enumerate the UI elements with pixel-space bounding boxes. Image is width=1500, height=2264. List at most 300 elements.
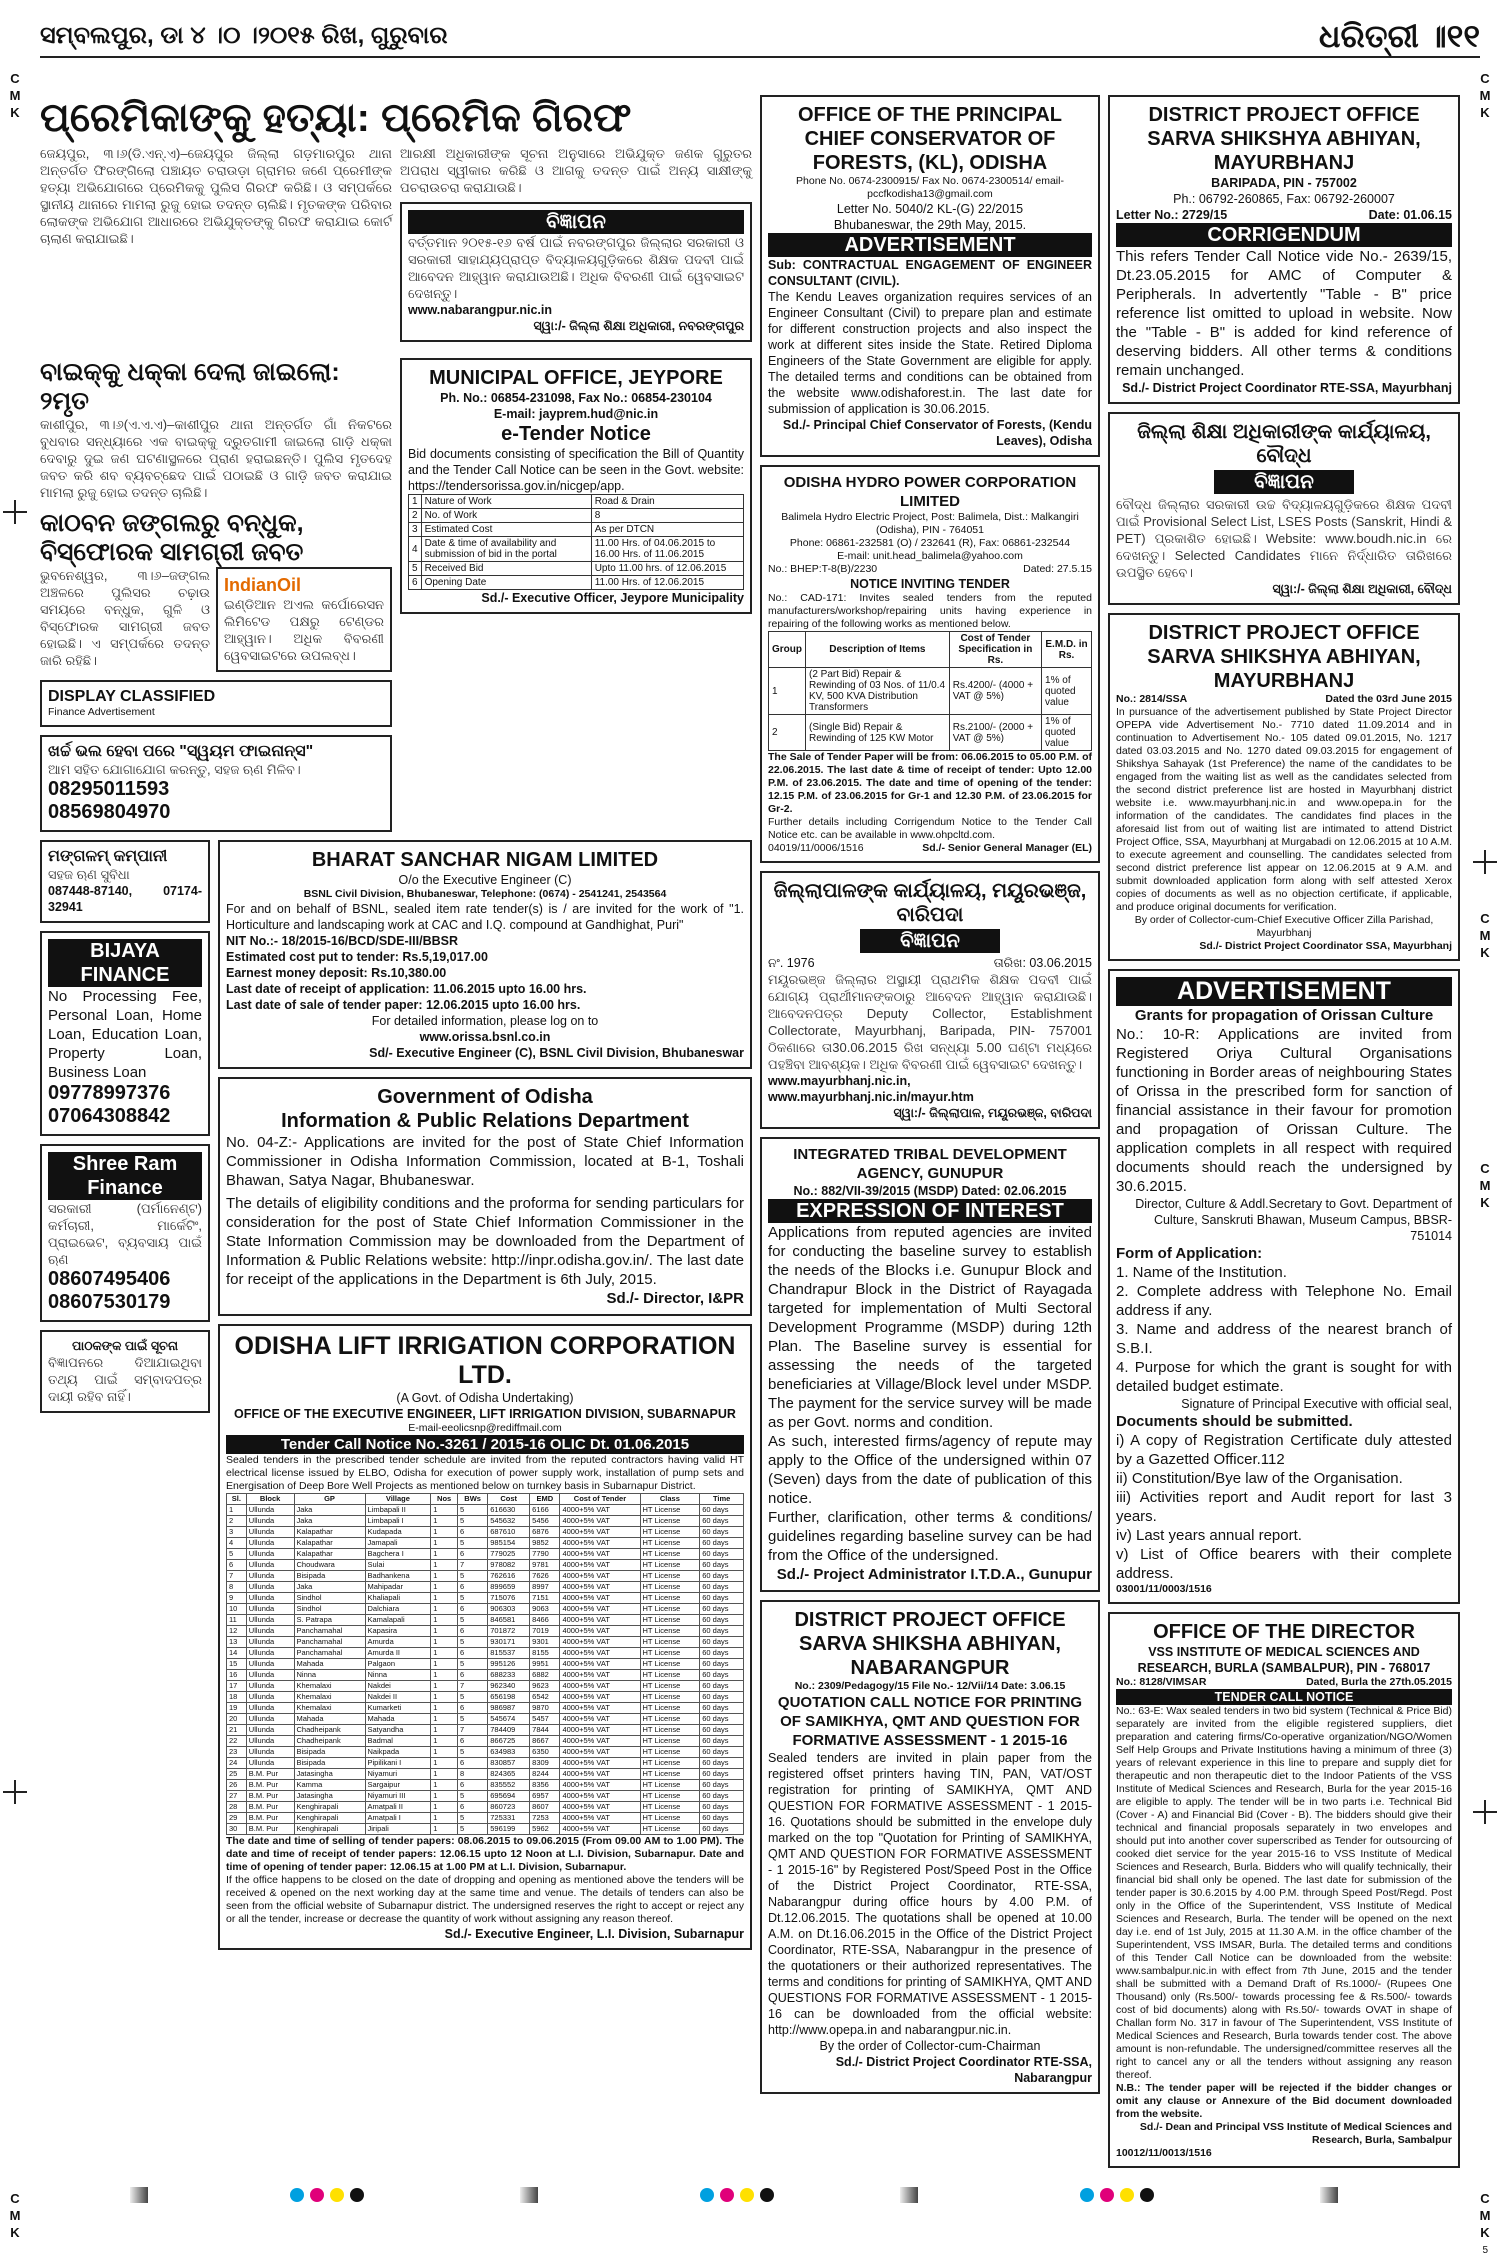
signature: ସ୍ୱା:/- ଜିଲ୍ଲା ଶିକ୍ଷା ଅଧିକାରୀ, ନବରଙ୍ଗପୁର: [533, 319, 744, 333]
phone-number[interactable]: 09778997376: [48, 1082, 171, 1104]
shreeram-ad: [40, 1144, 210, 1322]
ref-number: No.: BHEP:T-8(B)/2230: [768, 563, 878, 575]
phone-number[interactable]: 08295011593: [48, 778, 170, 800]
website[interactable]: www.nabarangpur.nic.in: [408, 303, 553, 317]
table-cell: 715076: [488, 1593, 530, 1604]
table-cell: 4000+5% VAT: [560, 1824, 640, 1835]
table-cell: 13: [227, 1637, 247, 1648]
table-cell: 14: [227, 1648, 247, 1659]
table-cell: Ullunda: [246, 1758, 294, 1769]
office-sub: O/o the Executive Engineer (C): [398, 873, 572, 887]
notice-title: ପାଠକଙ୍କ ପାଇଁ ସୂଚନା: [72, 1339, 178, 1353]
signature: Sd/- Executive Engineer (C), BSNL Civil Division, Bhubaneswar: [369, 1046, 744, 1060]
signature-line: Signature of Principal Executive with official seal,: [1181, 1397, 1452, 1411]
table-cell: 60 days: [700, 1637, 744, 1648]
table-cell: 60 days: [700, 1582, 744, 1593]
notice-body: No. 04-Z:- Applications are invited for the post of State Chief Information Commissioner in Odisha Information Commission, located at B-1, Toshali Bhawan, Satya Nagar, Bhubaneswar.: [226, 1134, 744, 1189]
registration-mark-icon: [3, 1780, 27, 1804]
doc-item: i) A copy of Registration Certificate duly attested by a Gazetted Officer.112: [1116, 1432, 1452, 1468]
table-row: [227, 1758, 744, 1769]
phone-number[interactable]: 08569804970: [48, 801, 171, 823]
ad-code: 03001/11/0003/1516: [1116, 1583, 1212, 1595]
table-cell: 762616: [488, 1571, 530, 1582]
email[interactable]: E-mail: jayprem.hud@nic.in: [493, 407, 659, 421]
table-cell: 824365: [488, 1769, 530, 1780]
table-cell: 1: [431, 1681, 458, 1692]
table-cell: 8997: [530, 1582, 560, 1593]
notice-title: NOTICE INVITING TENDER: [850, 577, 1010, 591]
office-title: DISTRICT PROJECT OFFICE: [794, 1609, 1066, 1631]
classified-title: DISPLAY CLASSIFIED: [48, 688, 216, 705]
table-cell: 1: [431, 1692, 458, 1703]
table-row: [227, 1516, 744, 1527]
cyan-swatch: [1080, 2188, 1094, 2202]
registration-mark-icon: [1473, 1800, 1497, 1824]
info-text: For detailed information, please log on to: [371, 1014, 599, 1028]
table-cell: 16: [227, 1670, 247, 1681]
table-cell: Bisipada: [294, 1747, 365, 1758]
table-cell: 4: [409, 537, 422, 562]
table-cell: 11: [227, 1615, 247, 1626]
table-cell: HT License: [640, 1516, 700, 1527]
table-cell: 22: [227, 1736, 247, 1747]
signature: Sd./- Director, I&PR: [606, 1290, 744, 1307]
nit-number: NIT No.:- 18/2015-16/BCD/SDE-III/BBSR: [226, 934, 458, 948]
table-cell: 4000+5% VAT: [560, 1780, 640, 1791]
table-cell: 6: [458, 1780, 488, 1791]
table-cell: HT License: [640, 1769, 700, 1780]
tender-dates: The Sale of Tender Paper will be from: 06.06.2015 to 05.00 P.M. of 22.06.2015. The last date & time of receipt of tender: Upto 12.00 P.M. of 23.06.2015. The date and time of opening of the tender: 12.15 P.M. of 23.06.2015 for Gr-1 and 12.30 P.M. of 23.06.2015 for Gr-2.: [768, 751, 1092, 815]
signature: ସ୍ୱା:/- ଜିଲ୍ଲାପାଳ, ମୟୂରଭଞ୍ଜ, ବାରିପଦା: [893, 1106, 1092, 1120]
table-cell: 4000+5% VAT: [560, 1505, 640, 1516]
yellow-swatch: [1120, 2188, 1134, 2202]
table-cell: 60 days: [700, 1505, 744, 1516]
table-cell: 4000+5% VAT: [560, 1692, 640, 1703]
sayam-ad: [40, 735, 392, 832]
table-cell: 545674: [488, 1714, 530, 1725]
phone-number[interactable]: 07064308842: [48, 1105, 171, 1127]
table-cell: 4000+5% VAT: [560, 1604, 640, 1615]
collector-notice: [760, 871, 1100, 1129]
last-date: Last date of receipt of application: 11.06.2015 upto 16.00 hrs.: [226, 982, 587, 996]
table-cell: 9301: [530, 1637, 560, 1648]
signature: Sd./- District Project Coordinator SSA, Mayurbhanj: [1199, 940, 1452, 952]
table-header-cell: Time: [700, 1494, 744, 1505]
table-cell: 5457: [530, 1714, 560, 1725]
table-cell: B.M. Pur: [246, 1791, 294, 1802]
table-cell: 18: [227, 1692, 247, 1703]
table-cell: 9623: [530, 1681, 560, 1692]
table-cell: 6: [458, 1703, 488, 1714]
table-cell: Ullunda: [246, 1692, 294, 1703]
table-cell: Ullunda: [246, 1725, 294, 1736]
black-swatch: [760, 2188, 774, 2202]
gray-swatch: [130, 2187, 148, 2203]
office-title: MUNICIPAL OFFICE, JEYPORE: [429, 367, 723, 389]
color-bar: [0, 2186, 1500, 2204]
yellow-swatch: [740, 2188, 754, 2202]
table-cell: 1: [431, 1527, 458, 1538]
table-cell: 60 days: [700, 1758, 744, 1769]
email[interactable]: E-mail-eeolicsnp@rediffmail.com: [408, 1422, 562, 1434]
table-cell: 8155: [530, 1648, 560, 1659]
table-cell: Kumarketi: [365, 1703, 431, 1714]
table-cell: HT License: [640, 1791, 700, 1802]
table-cell: HT License: [640, 1747, 700, 1758]
table-cell: Chadheipank: [294, 1725, 365, 1736]
table-cell: 6: [458, 1670, 488, 1681]
form-item: 2. Complete address with Telephone No. Email address if any.: [1116, 1283, 1452, 1319]
table-cell: HT License: [640, 1582, 700, 1593]
table-cell: HT License: [640, 1703, 700, 1714]
notice-banner: TENDER CALL NOTICE: [1116, 1689, 1452, 1705]
table-cell: Naikpada: [365, 1747, 431, 1758]
table-cell: Sargaipur: [365, 1780, 431, 1791]
gray-swatch: [900, 2187, 918, 2203]
table-cell: 978082: [488, 1560, 530, 1571]
table-cell: 60 days: [700, 1593, 744, 1604]
table-cell: HT License: [640, 1692, 700, 1703]
iprd-notice: [218, 1077, 752, 1316]
table-header-cell: Group: [769, 632, 806, 668]
table-cell: Dalchiara: [365, 1604, 431, 1615]
registration-mark-icon: [1473, 850, 1497, 874]
indianoil-ad: [216, 567, 392, 672]
letter-number: Letter No. 5040/2 KL-(G) 22/2015: [836, 202, 1024, 216]
table-cell: Sulai: [365, 1560, 431, 1571]
website[interactable]: www.mayurbhanj.nic.in, www.mayurbhanj.nic.in/mayur.htm: [768, 1074, 974, 1104]
table-cell: Ullunda: [246, 1747, 294, 1758]
table-cell: Ullunda: [246, 1505, 294, 1516]
table-cell: 930171: [488, 1637, 530, 1648]
black-swatch: [350, 2188, 364, 2202]
address: Balimela Hydro Electric Project, Post: Balimela, Dist.: Malkangiri (Odisha), PIN - 764051: [781, 511, 1079, 536]
table-cell: 6: [458, 1604, 488, 1615]
table-cell: 6: [458, 1758, 488, 1769]
table-header-cell: Sl.: [227, 1494, 247, 1505]
table-cell: 25: [227, 1769, 247, 1780]
table-cell: Opening Date: [421, 576, 591, 590]
news-column: [40, 95, 752, 1958]
phone-number[interactable]: 087448-87140, 07174-32941: [48, 884, 202, 914]
table-row: [227, 1604, 744, 1615]
table-cell: 60 days: [700, 1571, 744, 1582]
table-cell: Jatasingha: [294, 1791, 365, 1802]
table-cell: 60 days: [700, 1516, 744, 1527]
email[interactable]: E-mail: unit.head_balimela@yahoo.com: [837, 550, 1023, 562]
ad-title: Shree Ram Finance: [48, 1152, 202, 1200]
table-cell: 4000+5% VAT: [560, 1560, 640, 1571]
table-cell: 28: [227, 1802, 247, 1813]
ad-text: ଆମ ସହିତ ଯୋଗାଯୋଗ କରନ୍ତୁ, ସହଜ ଋଣ ମିଳିବ।: [48, 762, 301, 777]
sale-date: Last date of sale of tender paper: 12.06.2015 upto 16.00 hrs.: [226, 998, 581, 1012]
order-by: By the order of Collector-cum-Chairman: [819, 2039, 1041, 2053]
table-row: [409, 562, 744, 576]
ref-number: No.: 2814/SSA: [1116, 693, 1188, 705]
table-cell: 4000+5% VAT: [560, 1626, 640, 1637]
phone: Ph.: 06792-260865, Fax: 06792-260007: [1173, 192, 1395, 206]
table-cell: No. of Work: [421, 509, 591, 523]
table-cell: Khemalaxi: [294, 1703, 365, 1714]
table-cell: 60 days: [700, 1769, 744, 1780]
table-cell: 5: [458, 1516, 488, 1527]
table-cell: (Single Bid) Repair & Rewinding of 125 KW Motor: [806, 715, 950, 751]
office-title: OFFICE OF THE DIRECTOR: [1153, 1621, 1415, 1643]
table-row: [227, 1637, 744, 1648]
table-cell: 5: [458, 1505, 488, 1516]
table-cell: B.M. Pur: [246, 1813, 294, 1824]
table-cell: 60 days: [700, 1813, 744, 1824]
table-cell: 1: [431, 1549, 458, 1560]
table-cell: 6: [409, 576, 422, 590]
table-cell: 10: [227, 1604, 247, 1615]
notice-body: Further, clarification, other terms & conditions/ guidelines regarding baseline survey can be had from the Office of the undersigned.: [768, 1509, 1092, 1564]
table-cell: 8: [458, 1769, 488, 1780]
table-cell: 8667: [530, 1736, 560, 1747]
tender-terms: If the office happens to be closed on the date of dropping and opening as mentioned above the tenders will be received & opened on the next working day at the same time and venue. The details of tenders can also be seen from the official website of Subarnapur district. The undersigned reserves the right to accept or reject any or all the tender, increase or decrease the quantity of work without assigning any reason thereof.: [226, 1874, 744, 1925]
table-cell: 815537: [488, 1648, 530, 1659]
table-cell: 7: [458, 1725, 488, 1736]
table-cell: 2: [769, 715, 806, 751]
gray-swatch: [520, 2187, 538, 2203]
table-cell: 995126: [488, 1659, 530, 1670]
table-cell: Estimated Cost: [421, 523, 591, 537]
website[interactable]: www.orissa.bsnl.co.in: [419, 1030, 551, 1044]
table-header-cell: Block: [246, 1494, 294, 1505]
table-cell: 4000+5% VAT: [560, 1571, 640, 1582]
ad-text: ସରକାରୀ (ପର୍ମାନେଣ୍ଟ) କର୍ମଚାରୀ, ମାର୍କେଟିଂ, ପ୍ରାଇଭେଟ, ବ୍ୟବସାୟ ପାଇଁ ଋଣ: [48, 1201, 202, 1267]
table-cell: 2: [409, 509, 422, 523]
table-cell: 830857: [488, 1758, 530, 1769]
cmyk-mark: C M K: [1479, 911, 1491, 960]
table-cell: 656198: [488, 1692, 530, 1703]
nabarangpur-notice: [760, 1600, 1100, 2094]
table-cell: Panchamahal: [294, 1637, 365, 1648]
table-cell: Chadheipank: [294, 1736, 365, 1747]
table-cell: HT License: [640, 1736, 700, 1747]
notice-banner: CORRIGENDUM: [1116, 223, 1452, 247]
vigyapan-notice: [400, 202, 752, 342]
table-cell: 962340: [488, 1681, 530, 1692]
notice-body: No.: 63-E: Wax sealed tenders in two bid system (Technical & Price Bid) separately are invited from the eligible registered suppliers, diet preparation and catering firms/Co-operative organization/NGO/Women Self Help Groups and Private Institutions having a minimum of three (3) years of relevant experience in this line to prepare and supply diet for therapeutic and non therapeutic diet to the Indoor Patients of the VSS Institute of Medical Sciences and Research, Burla for the year 2015-16 are eligible to apply. The tender will be in two parts i.e. Technical Bid (Cover - A) and Financial Bid (Cover - B). The bidders should give their technical and financial proposals separately in two envelopes and should put into another cover superscribed as Tender for outsourcing of cooked diet service for the year 2015-16 to VSS Institute of Medical Sciences and Research, Burla. Bidders who will qualify technically, their financial bid shall only be opened. The last date for submission of the tender paper is 30.6.2015 by 4.00 P.M. through Speed Post/Regd. Post only in the Office of the Superintendent, VSS Institute of Medical Sciences and Research, Burla. The tender will be opened on the next day i.e. end of 1st July, 2015 at 11.30 A.M. in the office chamber of the Superintendent, VSS IMSAR, Burla. The detailed terms and conditions of this Tender Call Notice can be downloaded from the website: www.sambalpur.nic.in with effect from 7th June, 2015 and the tender shall be submitted with a Demand Draft of Rs.1000/- (Rupees One Thousand) only (Rs.500/- towards processing fee & Rs.500/- towards cost of bid documents) along with Rs.50/- towards OVAT in shape of Challan form No. 317 in favour of The Superintendent, VSS Institute of Medical Sciences and Research, Burla towards tender cost. The above amount is non-refundable. The undersigned/committee reserves all the right to cancel any or all the tenders without assigning any reason thereof.: [1116, 1705, 1452, 2081]
ad-title: ଖର୍ଚ୍ଚ ଭଲ ହେବା ପରେ "ସ୍ୱୟମ ଫାଇନାନ୍ସ": [48, 743, 314, 760]
reader-notice: [40, 1330, 210, 1413]
table-cell: 986987: [488, 1703, 530, 1714]
table-cell: Khemalaxi: [294, 1692, 365, 1703]
table-cell: 60 days: [700, 1549, 744, 1560]
table-cell: 545632: [488, 1516, 530, 1527]
ad-text: No Processing Fee, Personal Loan, Home Loan, Education Loan, Property Loan, Business Loan: [48, 988, 202, 1081]
table-cell: 23: [227, 1747, 247, 1758]
table-row: [227, 1780, 744, 1791]
mangalam-ad: [40, 840, 210, 923]
table-cell: 1: [431, 1571, 458, 1582]
ref-number: No.: 2309/Pedagogy/15 File No.- 12/Vii/14 Date: 3.06.15: [794, 1680, 1066, 1692]
table-cell: HT License: [640, 1648, 700, 1659]
table-cell: 4000+5% VAT: [560, 1747, 640, 1758]
ad-text: ଇଣ୍ଡିଆନ ଅଏଲ କର୍ପୋରେସନ ଲିମିଟେଡ ପକ୍ଷରୁ ଟେଣ୍ଡର ଆହ୍ୱାନ। ଅଧିକ ବିବରଣୀ ୱେବସାଇଟରେ ଉପଲବ୍ଧ।: [224, 597, 384, 663]
table-cell: Nakdei: [365, 1681, 431, 1692]
table-cell: 7: [458, 1560, 488, 1571]
table-cell: Rs.2100/- (2000 + VAT @ 5%): [949, 715, 1041, 751]
story-text: କାଶୀପୁର, ୩।୬(ଏ.ଏ.ଏ)–କାଶୀପୁର ଥାନା ଅନ୍ତର୍ଗତ ଗାଁ ନିକଟରେ ବୁଧବାର ସନ୍ଧ୍ୟାରେ ଏକ ବାଇକ୍‌କୁ ଦ୍ରୁତଗାମୀ ଜାଇଲୋ ଗାଡ଼ି ଧକ୍କା ଦେବାରୁ ଦୁଇ ଜଣ ଘଟଣାସ୍ଥଳରେ ପ୍ରାଣ ହରାଇଛନ୍ତି। ପୁଲିସ ମୃତଦେହ ଜବତ କରି ଶବ ବ୍ୟବଚ୍ଛେଦ ପାଇଁ ପଠାଇଛି ଓ ଗାଡ଼ି ଜବତ କରାଯାଇ ମାମଲା ରୁଜୁ ହୋଇ ତଦନ୍ତ ଚାଲିଛି।: [40, 417, 392, 500]
phone: Phone: 06861-232581 (O) / 232641 (R), Fax: 06861-232544: [789, 537, 1071, 549]
table-cell: 6: [458, 1648, 488, 1659]
table-cell: Khemalaxi: [294, 1681, 365, 1692]
table-cell: Ullunda: [246, 1736, 294, 1747]
dateline: ସମ୍ବଲପୁର, ଡା ୪ ।୦ ।୨୦୧୫ ରିଖ, ଗୁରୁବାର: [40, 22, 448, 49]
table-cell: 725331: [488, 1813, 530, 1824]
table-cell: Ullunda: [246, 1615, 294, 1626]
table-row: [227, 1626, 744, 1637]
table-cell: Mahada: [294, 1714, 365, 1725]
notice-intro: Sealed tenders in the prescribed tender schedule are invited from the reputed contractors having valid HT electrical license issued by ELBO, Odisha for execution of power supply work, installation of pump sets and Energisation of Deep Bore Well Projects as mentioned below on turnkey basis in Subarnapur District.: [226, 1454, 744, 1492]
table-cell: Niyamuri: [365, 1769, 431, 1780]
govt-title: Government of Odisha: [377, 1086, 593, 1108]
table-cell: Khaliapali: [365, 1593, 431, 1604]
table-cell: 5: [458, 1824, 488, 1835]
table-cell: 5: [227, 1549, 247, 1560]
table-cell: 60 days: [700, 1736, 744, 1747]
table-cell: 1: [431, 1758, 458, 1769]
table-cell: 8466: [530, 1615, 560, 1626]
table-cell: 15: [227, 1659, 247, 1670]
table-row: [227, 1593, 744, 1604]
table-cell: Sindhol: [294, 1604, 365, 1615]
table-cell: Kalapathar: [294, 1549, 365, 1560]
table-cell: 4000+5% VAT: [560, 1582, 640, 1593]
table-cell: 1: [431, 1637, 458, 1648]
dpo-corrigendum: [1108, 95, 1460, 404]
notice-column: [1108, 95, 1460, 2176]
table-cell: 6: [458, 1527, 488, 1538]
table-cell: 4000+5% VAT: [560, 1648, 640, 1659]
form-item: 1. Name of the Institution.: [1116, 1264, 1287, 1281]
table-cell: HT License: [640, 1714, 700, 1725]
table-cell: 5: [458, 1813, 488, 1824]
table-cell: 5: [458, 1637, 488, 1648]
table-header-cell: EMD: [530, 1494, 560, 1505]
doc-item: v) List of Office bearers with their complete address.: [1116, 1546, 1452, 1582]
table-cell: Ullunda: [246, 1549, 294, 1560]
table-cell: 60 days: [700, 1747, 744, 1758]
phone-number[interactable]: 08607530179: [48, 1291, 171, 1313]
notice-intro: No.: CAD-171: Invites sealed tenders from the reputed manufacturers/workshop/repairing units having experience in repairing of the following works as mentioned below.: [768, 592, 1092, 630]
ref-date: Dated the 03rd June 2015: [1325, 693, 1452, 705]
table-cell: 5: [458, 1615, 488, 1626]
table-cell: 60 days: [700, 1648, 744, 1659]
table-cell: 8244: [530, 1769, 560, 1780]
signature: Sd./- Project Administrator I.T.D.A., Gunupur: [776, 1566, 1092, 1583]
table-cell: 1: [431, 1505, 458, 1516]
tender-table: [408, 494, 744, 590]
company-title: ODISHA HYDRO POWER CORPORATION LIMITED: [783, 474, 1077, 510]
address: Director, Culture & Addl.Secretary to Govt. Department of Culture, Sanskruti Bhawan, Museum Campus, BBSR-751014: [1135, 1197, 1452, 1243]
table-cell: 3: [227, 1527, 247, 1538]
letter-number: Letter No.: 2729/15: [1116, 208, 1228, 222]
table-cell: Limbapali I: [365, 1516, 431, 1527]
table-cell: HT License: [640, 1780, 700, 1791]
docs-title: Documents should be submitted.: [1116, 1413, 1353, 1430]
table-cell: 6542: [530, 1692, 560, 1703]
office-title: OFFICE OF THE PRINCIPAL CHIEF CONSERVATOR OF FORESTS, (KL), ODISHA: [797, 104, 1063, 174]
table-cell: Ninna: [294, 1670, 365, 1681]
table-cell: As per DTCN: [591, 523, 743, 537]
table-cell: Panchamahal: [294, 1626, 365, 1637]
table-row: [227, 1824, 744, 1835]
table-cell: 5: [458, 1714, 488, 1725]
ref-number: ନଂ. 1976: [768, 956, 815, 970]
phone-fax: Ph. No.: 06854-231098, Fax No.: 06854-230104: [440, 391, 712, 405]
table-row: [227, 1582, 744, 1593]
table-cell: 5: [458, 1692, 488, 1703]
table-cell: Ullunda: [246, 1703, 294, 1714]
table-cell: 60 days: [700, 1791, 744, 1802]
notice-text: ବିଜ୍ଞାପନରେ ଦିଆଯାଇଥିବା ତଥ୍ୟ ପାଇଁ ସମ୍ବାଦପତ୍ର ଦାୟୀ ରହିବ ନାହିଁ।: [48, 1355, 202, 1404]
table-cell: 7626: [530, 1571, 560, 1582]
table-cell: 60 days: [700, 1703, 744, 1714]
phone-number[interactable]: 08607495406: [48, 1268, 171, 1290]
table-cell: Pipilikani I: [365, 1758, 431, 1769]
table-cell: 5: [409, 562, 422, 576]
table-cell: 9: [227, 1593, 247, 1604]
ad-title: BIJAYA FINANCE: [48, 939, 202, 987]
table-cell: Nature of Work: [421, 495, 591, 509]
table-cell: Kenghirapali: [294, 1802, 365, 1813]
table-cell: B.M. Pur: [246, 1824, 294, 1835]
table-cell: HT License: [640, 1681, 700, 1692]
table-cell: Kenghirapali: [294, 1824, 365, 1835]
table-cell: 866725: [488, 1736, 530, 1747]
ad-title: ମଙ୍ଗଳମ୍ କମ୍ପାନୀ: [48, 848, 168, 865]
table-cell: Upto 11.00 hrs. of 12.06.2015: [591, 562, 743, 576]
table-cell: 899659: [488, 1582, 530, 1593]
office-sub: SARVA SHIKSHYA ABHIYAN, MAYURBHANJ: [1147, 128, 1421, 174]
notice-foot: Further details including Corrigendum Notice to the Tender Call Notice etc. can be available in www.ohpcltd.com.: [768, 816, 1092, 841]
tender-dates: The date and time of selling of tender papers: 08.06.2015 to 09.06.2015 (From 09.00 AM to 1.00 PM). The date and time of receipt of tender papers: 12.06.15 upto 12 Noon at L.I. Division, Subarnapur. Date and time of opening of tender paper: 12.06.15 at 1.00 PM at L.I. Division, Subarnapur.: [226, 1835, 744, 1873]
table-cell: 11.00 Hrs. of 12.06.2015: [591, 576, 743, 590]
table-cell: Amurda II: [365, 1648, 431, 1659]
table-cell: 11.00 Hrs. of 04.06.2015 to 16.00 Hrs. of 11.06.2015: [591, 537, 743, 562]
table-cell: 9951: [530, 1659, 560, 1670]
table-cell: 30: [227, 1824, 247, 1835]
ccf-notice: [760, 95, 1100, 457]
table-cell: Ullunda: [246, 1571, 294, 1582]
notice-title: ବିଜ୍ଞାପନ: [408, 210, 744, 234]
table-cell: Mahada: [294, 1659, 365, 1670]
table-cell: 1: [431, 1670, 458, 1681]
table-cell: 1: [431, 1648, 458, 1659]
ad-text: ସହଜ ଋଣ ସୁବିଧା: [48, 867, 130, 882]
table-cell: 6957: [530, 1791, 560, 1802]
office-title: ଜିଲ୍ଲା ଶିକ୍ଷା ଅଧିକାରୀଙ୍କ କାର୍ଯ୍ୟାଳୟ, ବୌଦ୍ଧ: [1137, 421, 1431, 467]
table-row: [227, 1736, 744, 1747]
table-cell: 1% of quoted value: [1042, 668, 1092, 715]
story-text: ଆରକ୍ଷୀ ଅଧିକାରୀଙ୍କ ସୂଚନା ଅନୁସାରେ ଅଭିଯୁକ୍ତ ଜଣକ ଗୁରୁତର ଅପରାଧ ସ୍ୱୀକାର କରିଛି ଓ ଆଗକୁ ତଦନ୍ତ ପାଇଁ ଅନ୍ୟ ସାକ୍ଷୀଙ୍କୁ ପଚରାଉଚରା କରାଯାଉଛି।: [400, 146, 752, 195]
ad-code: 04019/11/0006/1516: [768, 842, 864, 854]
table-cell: Jaka: [294, 1505, 365, 1516]
table-cell: 4000+5% VAT: [560, 1670, 640, 1681]
notice-body: This refers Tender Call Notice vide No.- 2639/15, Dt.23.05.2015 for AMC of Computer & Peripherals. In advertently "Table - B" price reference list omitted to upload in website. Now the "Table - B" is added for kind reference of deserving bidders. All other terms & conditions remain unchanged.: [1116, 248, 1452, 379]
ad-code: 10012/11/0013/1516: [1116, 2147, 1212, 2159]
ref-date: Dated: 27.5.15: [1023, 563, 1092, 575]
table-cell: Ullunda: [246, 1659, 294, 1670]
notice-title: ବିଜ୍ଞାପନ: [1214, 470, 1354, 494]
table-cell: 29: [227, 1813, 247, 1824]
dpo-engagement: [1108, 613, 1460, 961]
bsnl-tender: [218, 840, 752, 1069]
table-cell: 19: [227, 1703, 247, 1714]
